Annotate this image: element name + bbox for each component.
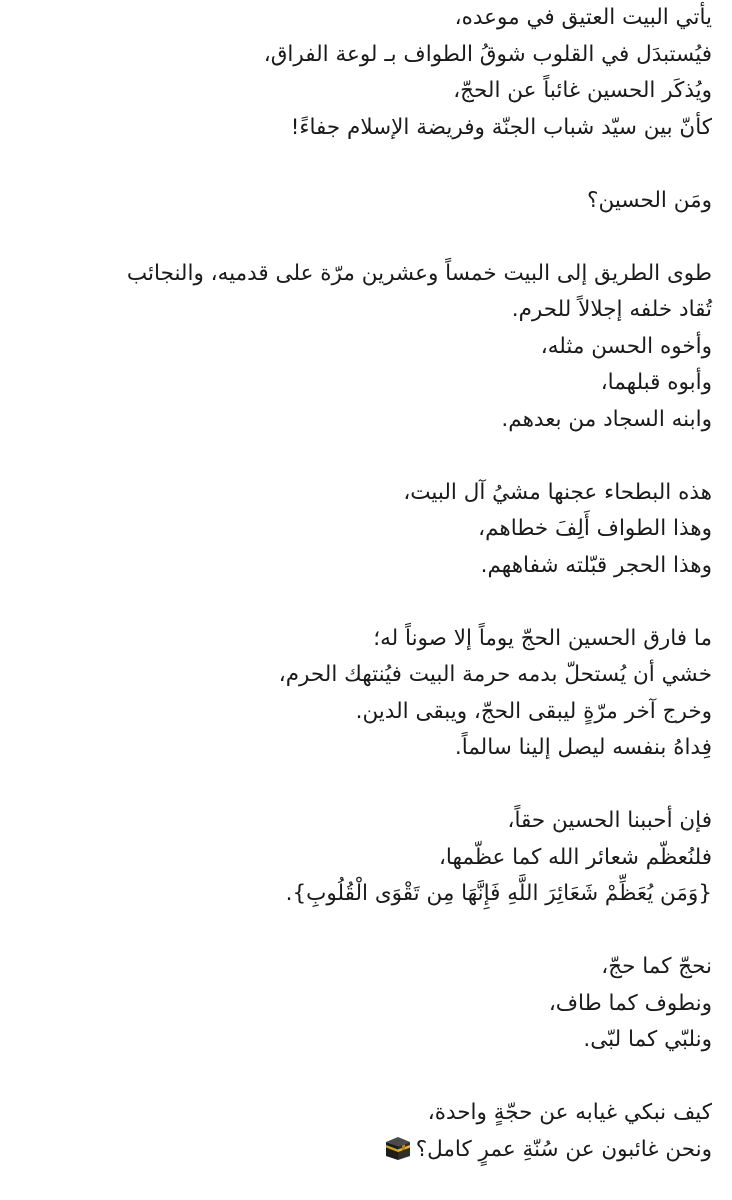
text-line: نحجّ كما حجّ،: [601, 954, 712, 979]
stanza-gap: [14, 1059, 712, 1096]
text-line: فيُستبدَل في القلوب شوقُ الطواف بـ لوعة الفراق،: [263, 41, 712, 67]
text-line: هذه البطحاء عجنها مشيُ آل البيت،: [403, 479, 712, 505]
text-line: كأنّ بين سيّد شباب الجنّة وفريضة الإسلام جفاءً!: [290, 114, 712, 140]
text-line: فلنُعظّم شعائر الله كما عظّمها،: [438, 844, 712, 870]
text-line: ويُذكَر الحسين غائباً عن الحجّ،: [453, 78, 712, 103]
text-line: وهذا الحجر قبّلته شفاههم.: [480, 552, 712, 578]
stanza-2: [14, 183, 712, 220]
kaaba-icon: [384, 1135, 412, 1161]
text-line: ونلبّي كما لبّى.: [583, 1027, 712, 1052]
text-line: وخرج آخر مرّةٍ ليبقى الحجّ، ويبقى الدين.: [355, 698, 712, 724]
stanza-7: [14, 949, 712, 1059]
stanza-gap: [14, 146, 712, 183]
text-line: كيف نبكي غيابه عن حجّةٍ واحدة،: [427, 1100, 712, 1125]
stanza-4: [14, 475, 712, 585]
stanza-8: [14, 1095, 712, 1168]
text-line: طوى الطريق إلى البيت خمساً وعشرين مرّة على قدميه، والنجائب: [126, 260, 712, 286]
text-line: يأتي البيت العتيق في موعده،: [454, 5, 712, 30]
stanza-3: [14, 256, 712, 439]
stanza-gap: [14, 219, 712, 256]
text-line: ما فارق الحسين الحجّ يوماً إلا صوناً له؛: [373, 625, 712, 651]
quran-verse-line: {وَمَن يُعَظِّمْ شَعَائِرَ اللَّهِ فَإِنَّهَا مِن تَقْوَى الْقُلُوبِ}.: [285, 881, 712, 906]
stanza-gap: [14, 913, 712, 950]
stanza-gap: [14, 438, 712, 475]
stanza-5: [14, 621, 712, 767]
stanza-gap: [14, 767, 712, 804]
text-line: وأبوه قبلهما،: [600, 370, 712, 395]
text-line: ونطوف كما طاف،: [548, 990, 712, 1016]
text-line: فإن أحببنا الحسين حقاً،: [507, 808, 712, 833]
last-line: [14, 1132, 712, 1169]
stanza-1: [14, 0, 712, 146]
stanza-6: [14, 803, 712, 913]
text-line: فِداهُ بنفسه ليصل إلينا سالماً.: [454, 735, 712, 760]
text-line: وهذا الطواف أَلِفَ خطاهم،: [478, 516, 712, 541]
text-line: خشي أن يُستحلّ بدمه حرمة البيت فيُنتهك الحرم،: [278, 662, 712, 687]
text-line: تُقاد خلفه إجلالاً للحرم.: [511, 297, 712, 322]
text-line: وأخوه الحسن مثله،: [540, 333, 712, 359]
text-line: ونحن غائبون عن سُنّةِ عمرٍ كامل؟: [415, 1136, 712, 1162]
text-line: ومَن الحسين؟: [587, 187, 712, 213]
stanza-gap: [14, 584, 712, 621]
text-line: وابنه السجاد من بعدهم.: [501, 406, 712, 432]
